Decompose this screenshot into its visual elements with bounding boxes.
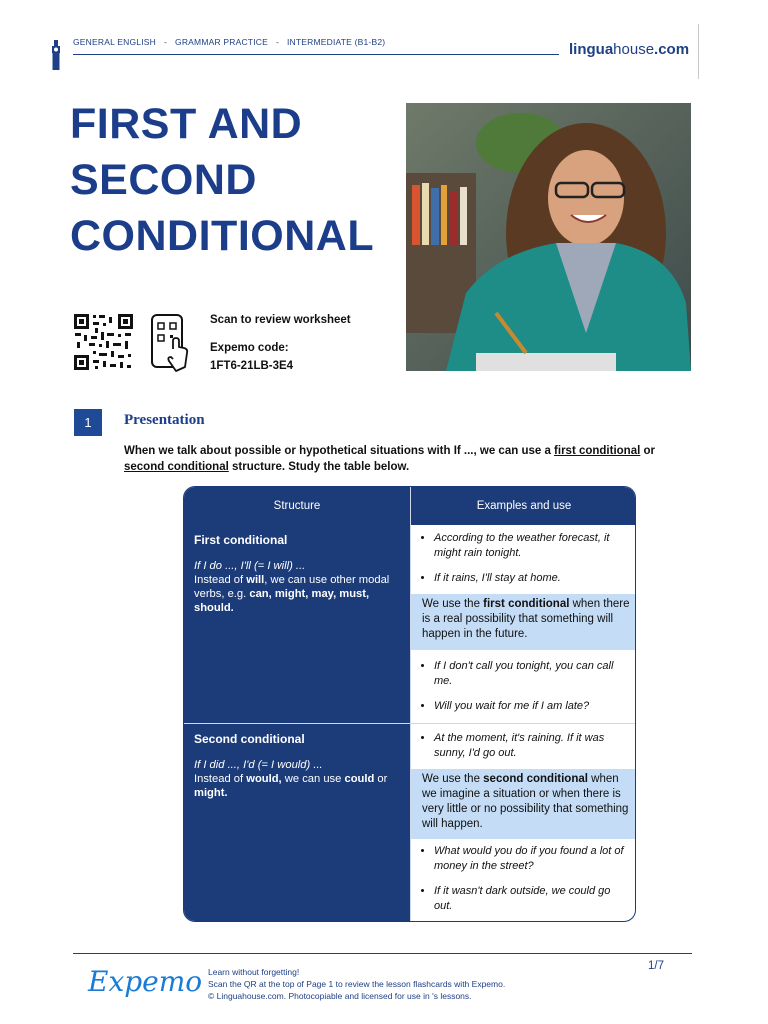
body-text: , we can use other modal verbs, e.g. bbox=[194, 574, 390, 600]
body-text: Instead of bbox=[194, 773, 247, 785]
breadcrumb bbox=[73, 37, 385, 47]
brand-domain: .com bbox=[654, 41, 690, 58]
breadcrumb-level: GRAMMAR PRACTICE bbox=[175, 37, 268, 47]
bold-will: will bbox=[246, 574, 265, 586]
body-text: or bbox=[374, 773, 388, 785]
example-item: • Will you wait for me if I am late? bbox=[434, 699, 634, 714]
note-text: We use the bbox=[422, 598, 484, 610]
second-conditional-note bbox=[411, 769, 636, 839]
example-item: • What would you do if you found a lot of money in the street? bbox=[434, 844, 634, 874]
second-form: If I did ..., I'd (= I would) ... bbox=[194, 759, 323, 771]
body-text: we can use bbox=[281, 773, 345, 785]
breadcrumb-level: INTERMEDIATE (B1-B2) bbox=[287, 37, 386, 47]
section-number: 1 bbox=[74, 409, 102, 436]
first-examples-top bbox=[412, 531, 634, 596]
title-line: SECOND bbox=[70, 156, 257, 204]
first-conditional-cell bbox=[184, 525, 410, 723]
first-conditional-note bbox=[411, 594, 636, 650]
title-line: CONDITIONAL bbox=[70, 212, 375, 260]
note-bold: second conditional bbox=[483, 773, 588, 785]
bold-modals: can, might, may, must, should. bbox=[194, 588, 370, 614]
second-examples-top bbox=[412, 731, 634, 771]
breadcrumb-separator: - bbox=[164, 37, 168, 47]
brand-light: house bbox=[613, 41, 655, 58]
header-divider bbox=[73, 54, 559, 55]
body-text: Instead of bbox=[194, 574, 247, 586]
qr-code[interactable] bbox=[73, 313, 134, 371]
footer-tagline: Learn without forgetting! bbox=[208, 967, 300, 977]
second-conditional-cell bbox=[184, 724, 410, 922]
header-structure: Structure bbox=[184, 487, 410, 525]
expemo-code: 1FT6-21LB-3E4 bbox=[210, 360, 294, 372]
second-conditional-title: Second conditional bbox=[194, 732, 305, 746]
header-examples: Examples and use bbox=[411, 487, 636, 525]
example-item: • If it rains, I'll stay at home. bbox=[434, 571, 634, 586]
intro-text: or bbox=[640, 445, 655, 457]
first-conditional-link: first conditional bbox=[554, 445, 641, 457]
expemo-code-label: Expemo code: bbox=[210, 342, 289, 354]
big-ben-icon bbox=[50, 40, 62, 70]
conditionals-table bbox=[183, 486, 636, 922]
bold-might: might. bbox=[194, 787, 228, 799]
phone-scan-icon bbox=[149, 313, 191, 373]
note-text: We use the bbox=[422, 773, 484, 785]
first-examples-bottom bbox=[412, 659, 634, 724]
example-item: • At the moment, it's raining. If it was sunny, I'd go out. bbox=[434, 731, 634, 761]
title-line: FIRST AND bbox=[70, 100, 303, 148]
breadcrumb-level: GENERAL ENGLISH bbox=[73, 37, 156, 47]
intro-paragraph bbox=[124, 443, 692, 475]
brand-divider bbox=[698, 24, 699, 79]
note-bold: first conditional bbox=[483, 598, 570, 610]
student-photo bbox=[406, 103, 691, 371]
example-item: • If I don't call you tonight, you can call me. bbox=[434, 659, 634, 689]
example-item: • If it wasn't dark outside, we could go out. bbox=[434, 884, 634, 914]
second-examples-bottom bbox=[412, 844, 634, 922]
example-item: • According to the weather forecast, it might rain tonight. bbox=[434, 531, 634, 561]
first-form: If I do ..., I'll (= I will) ... bbox=[194, 560, 306, 572]
footer-instruction: Scan the QR at the top of Page 1 to review the lesson flashcards with Expemo. bbox=[208, 979, 506, 989]
breadcrumb-separator: - bbox=[275, 37, 279, 47]
note-text: when there is a real possibility that something will happen in the future. bbox=[422, 598, 630, 640]
brand-bold: lingua bbox=[569, 41, 614, 58]
second-conditional-link: second conditional bbox=[124, 461, 229, 473]
first-conditional-title: First conditional bbox=[194, 533, 288, 547]
intro-text: structure. Study the table below. bbox=[228, 461, 410, 473]
note-text: when we imagine a situation or when there is very little or no possibility that something will happen. bbox=[422, 773, 629, 830]
expemo-logo[interactable]: Expemo bbox=[88, 965, 203, 998]
page-number: 1/7 bbox=[648, 960, 664, 972]
footer-divider bbox=[73, 953, 692, 954]
footer-copyright: © Linguahouse.com. Photocopiable and licensed for use in 's lessons. bbox=[208, 991, 472, 1001]
bold-would: would, bbox=[246, 773, 282, 785]
second-conditional-body bbox=[194, 758, 400, 800]
section-title: Presentation bbox=[124, 412, 205, 428]
bold-could: could bbox=[344, 773, 375, 785]
first-conditional-body bbox=[194, 559, 400, 615]
intro-text: When we talk about possible or hypothetical situations with If ..., we can use a bbox=[124, 445, 555, 457]
scan-instruction: Scan to review worksheet bbox=[210, 314, 351, 326]
column-divider bbox=[410, 487, 411, 921]
page-title bbox=[70, 96, 400, 264]
brand-logo[interactable] bbox=[569, 41, 689, 58]
